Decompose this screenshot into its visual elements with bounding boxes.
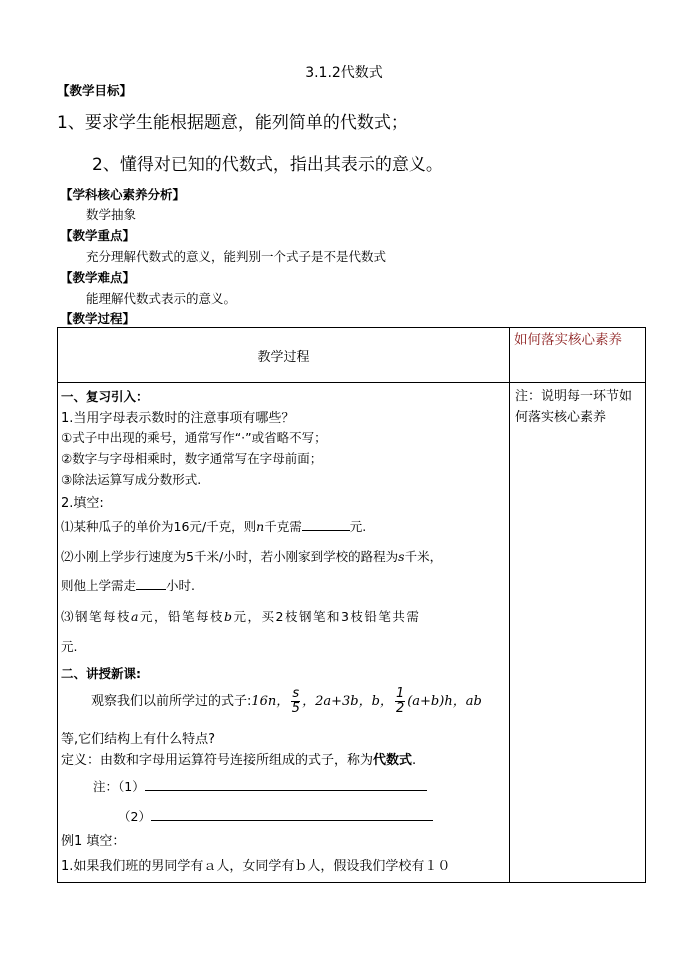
header-right: 如何落实核心素养 [510, 328, 646, 383]
process-label: 【教学过程】 [60, 311, 136, 326]
difficulty-text: 能理解代数式表示的意义。 [86, 291, 237, 306]
process-table [57, 327, 646, 883]
expr-3: (a+b)h，ab [407, 694, 482, 709]
fill-3-a: a [131, 609, 140, 624]
definition-post: . [412, 753, 417, 768]
fill-3-post: 元，买2枝钢笔和3枝铅笔共需 [233, 609, 421, 624]
expr-2: ，2a+3b，b， [302, 694, 393, 709]
fill-3-mid: 元，铅笔每枝 [139, 609, 224, 624]
question-1-b: ②数字与字母相乘时，数字通常写在字母前面； [61, 451, 323, 466]
goal-1: 1、要求学生能根据题意，能列简单的代数式； [57, 113, 408, 133]
note-2 [118, 807, 433, 825]
fill-2-line2-post: 小时. [166, 578, 195, 593]
fill-2-pre: ⑵小刚上学步行速度为5千米/小时，若小刚家到学校的路程为 [61, 549, 399, 564]
definition-pre: 定义：由数和字母用运算符号连接所组成的式子，称为 [61, 753, 374, 768]
note-1-blank[interactable] [145, 778, 427, 791]
fraction-s-over-5 [291, 687, 300, 716]
fill-3-pre: ⑶钢笔每枝 [61, 609, 132, 624]
question-1: 1.当用字母表示数时的注意事项有哪些？ [61, 411, 295, 426]
observe-line-2: 等,它们结构上有什么特点? [61, 732, 216, 747]
definition [61, 749, 416, 768]
fill-1-blank[interactable] [302, 518, 350, 531]
fill-2-blank[interactable] [136, 577, 166, 590]
fill-2-post: 千米， [404, 549, 443, 564]
difficulty-label: 【教学难点】 [60, 270, 136, 285]
note-1-label: 注：（1） [93, 779, 145, 794]
question-1-a: ①式子中出现的乘号，通常写作“·”或省略不写； [61, 430, 327, 445]
example-title: 例1 填空： [61, 834, 126, 849]
note-2-blank[interactable] [151, 808, 433, 821]
fill-3-line2: 元. [61, 639, 78, 654]
question-1-c: ③除法运算写成分数形式. [61, 472, 202, 487]
observe-pre: 观察我们以前所学过的式子: [91, 694, 252, 709]
fraction-half-num: 1 [395, 686, 405, 701]
question-2: 2.填空: [61, 496, 104, 511]
note-2-label: （2） [118, 809, 151, 824]
fraction-half-den: 2 [395, 701, 405, 716]
fraction-one-half [395, 687, 405, 716]
fill-1-post: 元. [349, 519, 367, 534]
fraction-s-num: s [292, 686, 300, 701]
expr-1: 16n， [251, 694, 290, 709]
fill-1 [61, 517, 366, 535]
note-1 [93, 777, 427, 795]
fill-1-var: n [256, 519, 265, 534]
fraction-s-den: 5 [291, 701, 300, 716]
process-cell [58, 383, 510, 883]
fill-2 [61, 547, 442, 565]
fill-2-line2-pre: 则他上学需走 [61, 578, 137, 593]
page-title: 3.1.2代数式 [305, 65, 383, 81]
note-cell: 注：说明每一环节如何落实核心素养 [510, 383, 646, 883]
goal-2: 2、懂得对已知的代数式，指出其表示的意义。 [92, 155, 443, 175]
fill-1-pre: ⑴某种瓜子的单价为16元/千克，则 [61, 519, 257, 534]
fill-2-var: s [398, 549, 405, 564]
core-label: 【学科核心素养分析】 [60, 187, 186, 202]
new-lesson-title: 二、讲授新课: [61, 666, 141, 681]
fill-3-b: b [223, 609, 234, 624]
fill-3 [61, 607, 420, 625]
fill-1-mid: 千克需 [264, 519, 302, 534]
observe-line [91, 687, 482, 716]
example-1: 1.如果我们班的男同学有ａ人，女同学有ｂ人，假设我们学校有１０ [61, 859, 451, 874]
review-title: 一、复习引入： [61, 389, 149, 404]
definition-term: 代数式 [373, 753, 413, 768]
header-left: 教学过程 [58, 328, 510, 383]
core-text: 数学抽象 [86, 207, 137, 222]
goal-label: 【教学目标】 [57, 83, 133, 98]
key-label: 【教学重点】 [60, 228, 136, 243]
key-text: 充分理解代数式的意义，能判别一个式子是不是代数式 [86, 249, 387, 264]
fill-2-line2 [61, 576, 195, 594]
